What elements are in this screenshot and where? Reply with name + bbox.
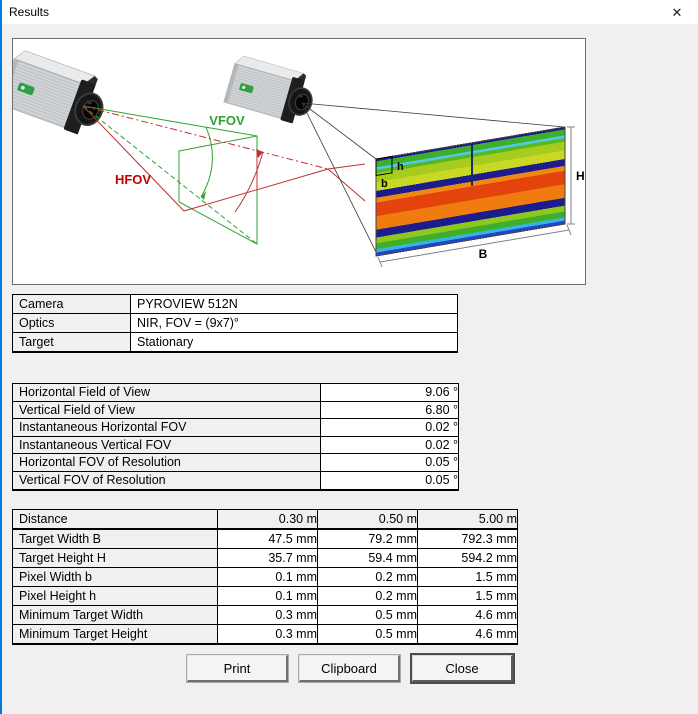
row-label: Target Height H <box>13 549 218 568</box>
camera-info-table <box>12 294 458 353</box>
cell-value: 79.2 mm <box>318 529 418 549</box>
table-row <box>13 471 459 489</box>
target-height-label: H <box>576 169 585 183</box>
window-accent-border <box>0 0 2 714</box>
window-title: Results <box>9 5 50 19</box>
table-row <box>13 625 518 645</box>
clipboard-button[interactable]: Clipboard <box>299 655 400 682</box>
cell-value: 47.5 mm <box>218 529 318 549</box>
info-value-optics: NIR, FOV = (9x7)° <box>131 314 458 333</box>
fov-label: Instantaneous Vertical FOV <box>13 436 321 454</box>
pixel-width-label: b <box>381 178 388 190</box>
left-camera <box>13 48 113 140</box>
table-row <box>13 606 518 625</box>
table-row <box>13 401 459 419</box>
fov-label: Horizontal Field of View <box>13 384 321 402</box>
fov-value: 0.02 ° <box>321 436 459 454</box>
table-row <box>13 549 518 568</box>
cell-value: 0.5 mm <box>318 606 418 625</box>
row-label: Pixel Width b <box>13 568 218 587</box>
cell-value: 594.2 mm <box>418 549 518 568</box>
cell-value: 0.1 mm <box>218 587 318 606</box>
fov-results-table <box>12 383 459 491</box>
cell-value: 0.1 mm <box>218 568 318 587</box>
fov-label: Vertical Field of View <box>13 401 321 419</box>
fov-value: 0.05 ° <box>321 454 459 472</box>
info-value-camera: PYROVIEW 512N <box>131 295 458 314</box>
distance-col-2: 0.50 m <box>318 510 418 530</box>
cell-value: 59.4 mm <box>318 549 418 568</box>
cell-value: 4.6 mm <box>418 606 518 625</box>
table-row <box>13 419 459 437</box>
row-label: Minimum Target Height <box>13 625 218 645</box>
vfov-label: VFOV <box>209 113 245 128</box>
title-bar <box>0 0 698 24</box>
distance-results-table <box>12 509 518 645</box>
info-label-camera: Camera <box>13 295 131 314</box>
table-row <box>13 587 518 606</box>
close-icon: ✕ <box>671 4 683 20</box>
distance-col-3: 5.00 m <box>418 510 518 530</box>
fov-value: 0.02 ° <box>321 419 459 437</box>
row-label: Minimum Target Width <box>13 606 218 625</box>
cell-value: 0.3 mm <box>218 606 318 625</box>
table-header-row <box>13 510 518 530</box>
table-row <box>13 295 458 314</box>
table-row <box>13 333 458 353</box>
fov-value: 9.06 ° <box>321 384 459 402</box>
cell-value: 1.5 mm <box>418 568 518 587</box>
cell-value: 0.5 mm <box>318 625 418 645</box>
info-label-target: Target <box>13 333 131 353</box>
fov-illustration <box>12 38 586 285</box>
thermal-image <box>376 127 565 256</box>
distance-col-1: 0.30 m <box>218 510 318 530</box>
fov-label: Horizontal FOV of Resolution <box>13 454 321 472</box>
cell-value: 35.7 mm <box>218 549 318 568</box>
target-width-label: B <box>478 247 488 261</box>
table-row <box>13 436 459 454</box>
table-row <box>13 568 518 587</box>
cell-value: 0.2 mm <box>318 587 418 606</box>
close-button[interactable] <box>658 0 696 24</box>
hfov-label: HFOV <box>114 172 152 187</box>
pixel-height-label: h <box>397 161 404 173</box>
info-label-optics: Optics <box>13 314 131 333</box>
fov-value: 6.80 ° <box>321 401 459 419</box>
cell-value: 4.6 mm <box>418 625 518 645</box>
fov-value: 0.05 ° <box>321 471 459 489</box>
fov-label: Vertical FOV of Resolution <box>13 471 321 489</box>
row-label: Target Width B <box>13 529 218 549</box>
table-row <box>13 454 459 472</box>
fov-illustration-svg <box>13 39 585 284</box>
row-label: Pixel Height h <box>13 587 218 606</box>
button-row <box>0 655 698 685</box>
table-row <box>13 384 459 402</box>
print-button[interactable]: Print <box>187 655 288 682</box>
cell-value: 1.5 mm <box>418 587 518 606</box>
table-row <box>13 314 458 333</box>
table-row <box>13 529 518 549</box>
distance-header: Distance <box>13 510 218 530</box>
info-value-target: Stationary <box>131 333 458 353</box>
cell-value: 792.3 mm <box>418 529 518 549</box>
close-dialog-button[interactable]: Close <box>412 655 513 682</box>
fov-label: Instantaneous Horizontal FOV <box>13 419 321 437</box>
cell-value: 0.3 mm <box>218 625 318 645</box>
cell-value: 0.2 mm <box>318 568 418 587</box>
